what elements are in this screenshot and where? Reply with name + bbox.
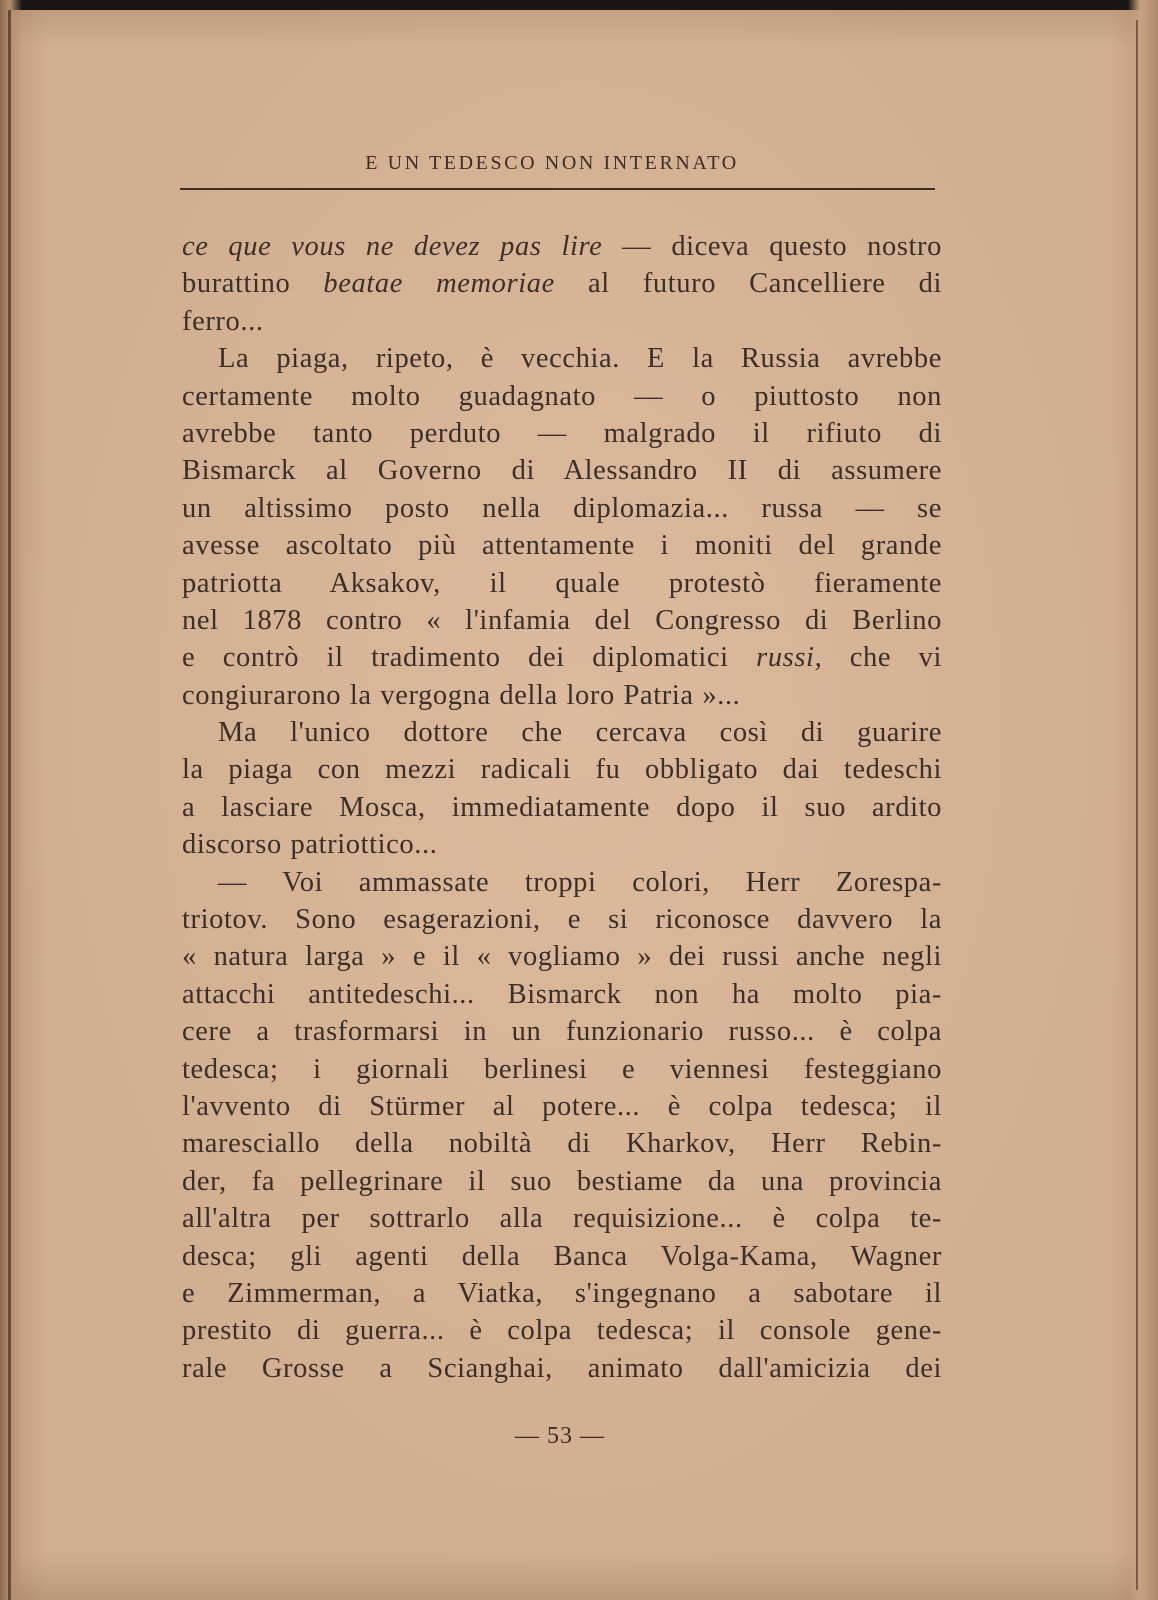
text-line	[182, 452, 942, 489]
text-segment: all'altra per sottrarlo alla requisizione... è colpa te-	[182, 1203, 942, 1235]
text-line	[182, 303, 942, 340]
body-text	[182, 228, 942, 1387]
text-segment: avesse ascoltato più attentamente i moniti del grande	[182, 530, 942, 562]
text-line	[182, 789, 942, 826]
text-line	[182, 265, 942, 302]
italic-text: beatae memoriae	[323, 268, 555, 300]
text-line	[182, 1013, 942, 1050]
text-line	[182, 976, 942, 1013]
text-line	[182, 228, 942, 265]
text-segment: nel 1878 contro « l'infamia del Congresso di Berlino	[182, 604, 942, 636]
text-line	[182, 527, 942, 564]
text-line	[182, 1125, 942, 1162]
running-head: E UN TEDESCO NON INTERNATO	[365, 152, 739, 174]
page-number: — 53 —	[515, 1423, 605, 1449]
text-line	[182, 901, 942, 938]
text-segment: certamente molto guadagnato — o piuttosto non	[182, 380, 942, 412]
text-line	[182, 1051, 942, 1088]
text-segment: der, fa pellegrinare il suo bestiame da una provincia	[182, 1165, 942, 1197]
text-segment: un altissimo posto nella diplomazia... russa — se	[182, 492, 942, 524]
text-line	[182, 565, 942, 602]
text-line	[182, 1088, 942, 1125]
text-line	[182, 826, 942, 863]
text-line	[182, 490, 942, 527]
text-line	[182, 1238, 942, 1275]
text-segment: al futuro Cancelliere di	[554, 268, 942, 300]
text-segment: congiurarono la vergogna della loro Patria »...	[182, 679, 741, 711]
text-segment: ferro...	[182, 305, 264, 337]
text-segment: avrebbe tanto perduto — malgrado il rifiuto di	[182, 417, 942, 449]
text-segment: cere a trasformarsi in un funzionario russo... è colpa	[182, 1016, 942, 1048]
text-line	[182, 751, 942, 788]
text-line	[182, 1200, 942, 1237]
text-segment: La piaga, ripeto, è vecchia. E la Russia avrebbe	[218, 343, 942, 375]
text-line	[182, 378, 942, 415]
text-line	[182, 1350, 942, 1387]
text-line	[182, 714, 942, 751]
text-line	[182, 938, 942, 975]
italic-text: ce que vous ne devez pas lire	[182, 231, 603, 262]
page-left-edge	[0, 0, 22, 1600]
italic-text: russi,	[756, 642, 823, 674]
text-segment: Bismarck al Governo di Alessandro II di assumere	[182, 455, 942, 487]
page-binding-line	[8, 10, 11, 1600]
text-segment: l'avvento di Stürmer al potere... è colpa tedesca; il	[182, 1090, 942, 1122]
text-line	[182, 415, 942, 452]
page-right-edge-line	[1136, 20, 1138, 1590]
text-segment: Ma l'unico dottore che cercava così di guarire	[218, 717, 942, 749]
text-segment: triotov. Sono esagerazioni, e si riconosce davvero la	[182, 904, 942, 936]
page-right-edge	[1128, 0, 1158, 1600]
text-segment: discorso patriottico...	[182, 829, 438, 861]
text-segment: patriotta Aksakov, il quale protestò fieramente	[182, 567, 942, 599]
text-segment: a lasciare Mosca, immediatamente dopo il suo ardito	[182, 791, 942, 823]
text-segment: burattino	[182, 268, 324, 300]
text-segment: — diceva questo nostro	[602, 231, 942, 262]
text-segment: e Zimmerman, a Viatka, s'ingegnano a sabotare il	[182, 1277, 942, 1309]
text-segment: tedesca; i giornali berlinesi e viennesi festeggiano	[182, 1053, 942, 1085]
text-line	[182, 1275, 942, 1312]
scan-top-edge	[0, 0, 1158, 10]
text-segment: prestito di guerra... è colpa tedesca; il console gene-	[182, 1315, 942, 1347]
text-segment: che vi	[822, 642, 942, 674]
running-head-rule	[180, 188, 935, 190]
text-segment: — Voi ammassate troppi colori, Herr Zorespa-	[218, 866, 942, 898]
text-line	[182, 864, 942, 901]
text-line	[182, 1312, 942, 1349]
text-line	[182, 602, 942, 639]
text-segment: e contrò il tradimento dei diplomatici	[182, 642, 757, 674]
text-segment: rale Grosse a Scianghai, animato dall'amicizia dei	[182, 1352, 942, 1384]
text-segment: maresciallo della nobiltà di Kharkov, Herr Rebin-	[182, 1128, 942, 1160]
text-segment: la piaga con mezzi radicali fu obbligato dai tedeschi	[182, 754, 942, 786]
text-line	[182, 340, 942, 377]
text-segment: attacchi antitedeschi... Bismarck non ha molto pia-	[182, 978, 942, 1010]
text-line	[182, 1163, 942, 1200]
text-segment: desca; gli agenti della Banca Volga-Kama, Wagner	[182, 1240, 942, 1272]
text-segment: « natura larga » e il « vogliamo » dei russi anche negli	[182, 941, 942, 973]
text-line	[182, 639, 942, 676]
text-line	[182, 677, 942, 714]
